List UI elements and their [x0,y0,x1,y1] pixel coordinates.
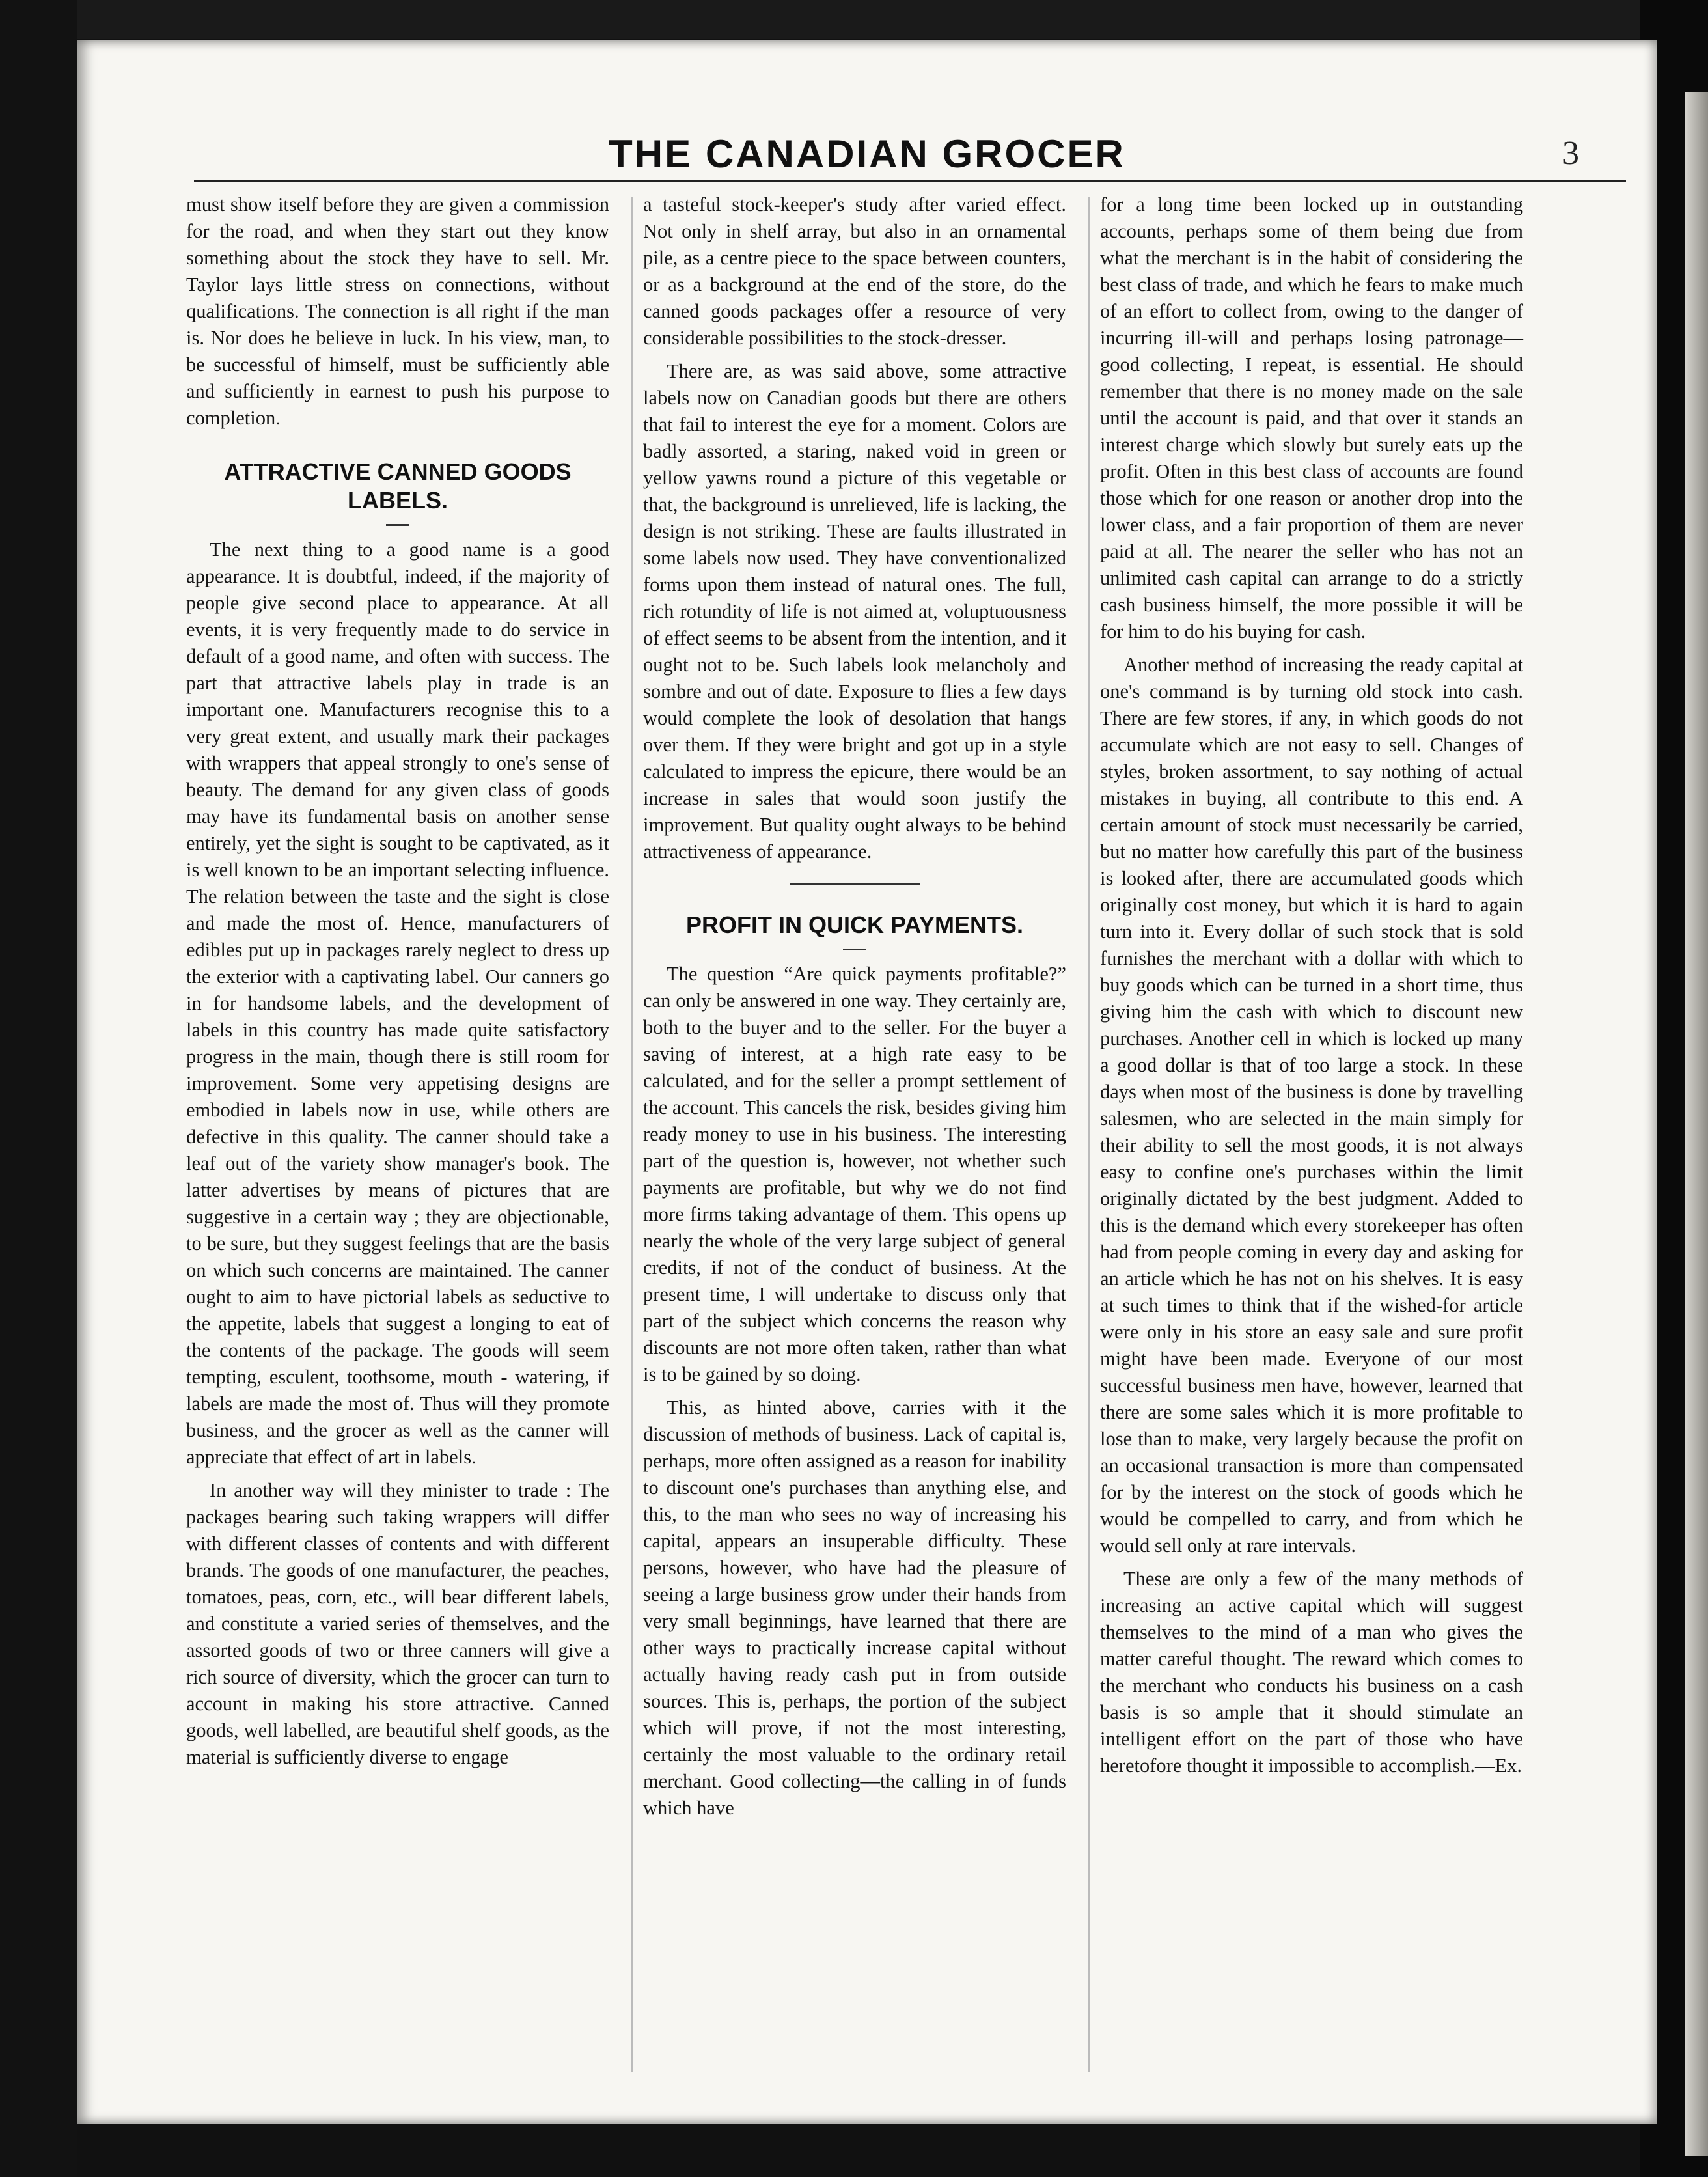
page-number: 3 [1562,135,1579,172]
paragraph: These are only a few of the many methods of increasing an active capital which will suggest themselves to the mind of a man who gives the matter careful thought. The reward which comes to the merchant who conducts his business on a cash basis is so ample that it should stimulate an intelligent effort on the part of those who have heretofore thought it impossible to accomplish.—Ex. [1100,1568,1523,1777]
newspaper-page [77,40,1657,2124]
paragraph: There are, as was said above, some attractive labels now on Canadian goods but there are others that fail to interest the eye for a moment. Colors are badly assorted, a staring, naked void in green or yellow yawns round a picture of this vegetable or that, the background is unrelieved, life is lacking, the design is not striking. These are faults illustrated in some labels now used. They have conventionalized forms upon them instead of natural ones. The full, rich rotundity of life is not aimed at, voluptuousness of effect seems to be absent from the intention, and it ought not to be. Such labels look melancholy and sombre and out of date. Exposure to flies a few days would complete the look of desolation that hangs over them. If they were bright and got up in a style calculated to impress the epicure, there would be an increase in sales that would soon justify the improvement. But quality ought always to be behind attractiveness of appearance. [643,360,1066,863]
header-rule [194,180,1626,182]
scan-background-left [0,0,77,2177]
column-1 [186,191,609,1777]
article-heading: ATTRACTIVE CANNED GOODS LABELS. [224,458,572,514]
scan-background-top [0,0,1708,39]
paragraph: for a long time been locked up in outstanding accounts, perhaps some of them being due from what the merchant is in the habit of considering the best class of trade, and which he fears to make much of an effort to collect from, owing to the danger of incurring ill-will and perhaps losing patronage—good collecting, I repeat, is essential. He should remember that there is no money made on the sale until the account is paid, and that over it stands an interest charge which slowly but surely eats up the profit. Often in this best class of accounts are found those which for one reason or another drop into the lower class, and a fair proportion of them are never paid at all. The nearer the seller who has not an unlimited cash capital can arrange to do a strictly cash business himself, the more possible it will be for him to do his buying for cash. [1100,193,1523,643]
paragraph: Another method of increasing the ready capital at one's command is by turning old stock into cash. There are few stores, if any, in which goods do not accumulate which are not easy to sell. Changes of styles, broken assortment, to say nothing of actual mistakes in buying, all contribute to this end. A certain amount of stock must necessarily be carried, but no matter how carefully this part of the business is looked after, there are accumulated goods which originally cost money, but which it is hard to again turn into it. Every dollar of such stock that is sold furnishes the merchant with a dollar with which to buy goods which can be turned in a short time, thus giving him the cash with which to discount new purchases. Another cell in which is locked up many a good dollar is that of too large a stock. In these days when most of the business is done by travelling salesmen, who are selected in the main simply for their ability to sell the most goods, it is not always easy to confine one's purchases within the limit originally dictated by the best judgment. Added to this is the demand which every storekeeper has often had from people coming in every day and asking for an article which he has not on his shelves. It is easy at such times to think that if the wished-for article were only in his store an easy sale and sure profit might have been made. Everyone of our most successful business men have, however, learned that there are some sales which it is more profitable to lose than to make, very largely because the profit on an occasional transaction is more than compensated for by the interest on the stock of goods which he would be compelled to carry, and from which he would sell only at rare intervals. [1100,654,1523,1557]
publication-title: THE CANADIAN GROCER [609,132,1125,176]
page-binding-edge [1685,92,1708,2156]
paragraph: The next thing to a good name is a good appearance. It is doubtful, indeed, if the majority of people give second place to appearance. At all events, it is very frequently made to do service in default of a good name, and often with success. The part that attractive labels play in trade is an important one. Manufacturers recognise this to a very great extent, and usually mark their packages with wrappers that appeal strongly to one's sense of beauty. The demand for any given class of goods may have its fundamental basis on another sense entirely, yet the sight is sought to be captivated, as it is well known to be an important selecting influence. The relation between the taste and the sight is close and made the most of. Hence, manufacturers of edibles put up in packages rarely neglect to dress up the exterior with a captivating label. Our canners go in for handsome labels, and the development of labels in this country has made quite satisfactory progress in the main, though there is still room for improvement. Some very appetising designs are embodied in labels now in use, while others are defective in this quality. The canner should take a leaf out of the variety show manager's book. The latter advertises by means of pictures that are suggestive in a certain way ; they are objectionable, to be sure, but they suggest feelings that are the basis on which such concerns are maintained. The canner ought to aim to have pictorial labels as seductive to the appetite, labels that suggest a longing to eat of the contents of the package. The goods will seem tempting, esculent, toothsome, mouth - watering, if labels are made the most of. Thus will they promote business, and the grocer as well as the canner will appreciate that effect of art in labels. [186,538,609,1468]
heading-dash [386,524,409,526]
paragraph: The question “Are quick payments profitable?” can only be answered in one way. They certainly are, both to the buyer and to the seller. For the buyer a saving of interest, at a high rate easy to be calculated, and for the seller a prompt settlement of the account. This cancels the risk, besides giving him ready money to use in his business. The interesting part of the question is, however, not whether such payments are profitable, but why we do not find more firms taking advantage of them. This opens up nearly the whole of the very large subject of general credits, if not of the conduct of business. At the present time, I will undertake to discuss only that part of the subject which concerns the reason why discounts are not more often taken, rather than what is to be gained by so doing. [643,963,1066,1385]
section-separator [790,883,920,885]
column-3 [1100,191,1523,1786]
column-divider [631,197,633,2072]
article-heading: PROFIT IN QUICK PAYMENTS. [685,911,1024,938]
column-divider [1088,197,1090,2072]
paragraph: a tasteful stock-keeper's study after varied effect. Not only in shelf array, but also in an ornamental pile, as a centre piece to the space between counters, or as a background at the end of the store, do the canned goods packages offer a resource of very considerable possibilities to the stock-dresser. [643,193,1066,349]
column-2 [643,191,1066,1828]
paragraph: In another way will they minister to trade : The packages bearing such taking wrappers will differ with different classes of contents and with different brands. The goods of one manufacturer, the peaches, tomatoes, peas, corn, etc., will bear different labels, and constitute a varied series of themselves, and the assorted goods of two or three canners will give a rich source of diversity, which the grocer can turn to account in making his store attractive. Canned goods, well labelled, are beautiful shelf goods, as the material is sufficiently diverse to engage [186,1479,609,1768]
heading-dash [843,949,866,950]
paragraph: This, as hinted above, carries with it the discussion of methods of business. Lack of capital is, perhaps, more often assigned as a reason for inability to discount one's purchases than anything else, and this, to the man who sees no way of increasing his capital, appears an insuperable difficulty. These persons, however, who have had the pleasure of seeing a large business grow under their hands from very small beginnings, have learned that there are other ways to practically increase capital without actually having ready cash put in from outside sources. This is, perhaps, the portion of the subject which will prove, if not the most interesting, certainly the most valuable to the ordinary retail merchant. Good collecting—the calling in of funds which have [643,1396,1066,1819]
paragraph: must show itself before they are given a commission for the road, and when they start out they know something about the stock they have to sell. Mr. Taylor lays little stress on connections, without qualifications. The connection is all right if the man is. Nor does he believe in luck. In his view, man, to be successful of himself, must be sufficiently able and sufficiently in earnest to push his purpose to completion. [186,193,609,429]
